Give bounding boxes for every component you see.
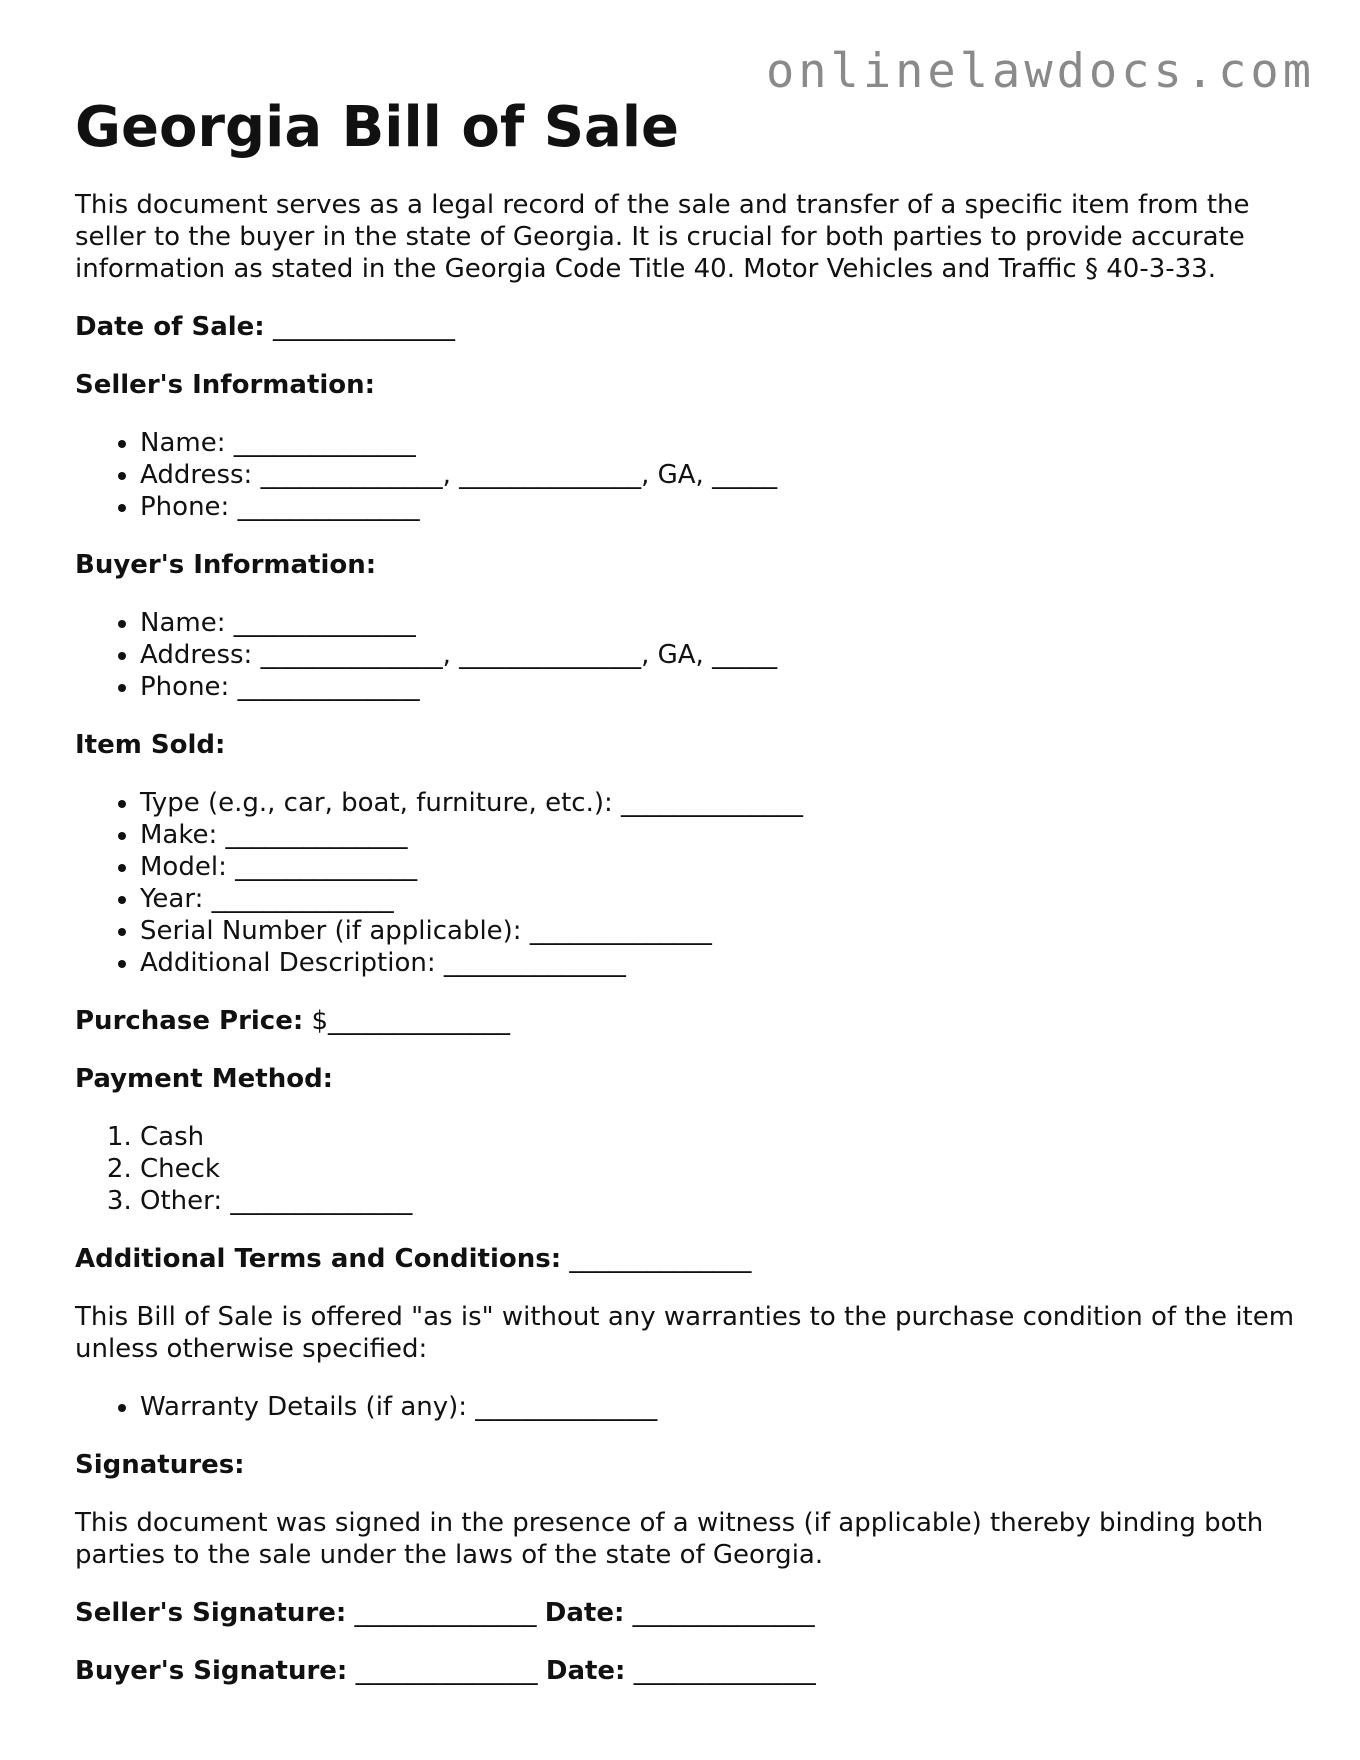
as-is-paragraph: This Bill of Sale is offered "as is" without any warranties to the purchase condition of the item unless otherwise specified:	[75, 1302, 1295, 1364]
purchase-price-label: Purchase Price:	[75, 1006, 304, 1036]
purchase-price-blank[interactable]: $______________	[311, 1006, 511, 1036]
buyer-info-heading: Buyer's Information:	[75, 550, 377, 580]
buyer-phone-item[interactable]: • Phone: ______________	[140, 671, 1295, 703]
item-type-item[interactable]: • Type (e.g., car, boat, furniture, etc.): ______________	[140, 787, 1295, 819]
item-sold-heading: Item Sold:	[75, 730, 226, 760]
seller-info-heading: Seller's Information:	[75, 370, 376, 400]
document-page	[75, 95, 1295, 1687]
item-year-item[interactable]: • Year: ______________	[140, 883, 1295, 915]
payment-option-check[interactable]: 2. Check	[140, 1153, 1295, 1185]
seller-name-item[interactable]: • Name: ______________	[140, 427, 1295, 459]
seller-phone-item[interactable]: • Phone: ______________	[140, 491, 1295, 523]
additional-terms-line	[75, 1243, 1295, 1275]
payment-option-other[interactable]: 3. Other: ______________	[140, 1185, 1295, 1217]
date-of-sale-line	[75, 311, 1295, 343]
seller-signature-label: Seller's Signature:	[75, 1598, 347, 1628]
signatures-heading: Signatures:	[75, 1450, 245, 1480]
seller-info-list	[75, 427, 1295, 523]
seller-signature-blank[interactable]: ______________	[354, 1598, 537, 1628]
seller-date-blank[interactable]: ______________	[632, 1598, 815, 1628]
seller-address-item[interactable]: • Address: ______________, ______________, GA, _____	[140, 459, 1295, 491]
intro-paragraph: This document serves as a legal record of the sale and transfer of a specific item from the seller to the buyer in the state of Georgia. It is crucial for both parties to provide accurate information as stated in the Georgia Code Title 40. Motor Vehicles and Traffic § 40-3-33.	[75, 190, 1250, 284]
purchase-price-line	[75, 1005, 1295, 1037]
buyer-info-list	[75, 607, 1295, 703]
buyer-signature-blank[interactable]: ______________	[355, 1656, 538, 1686]
additional-terms-blank[interactable]: ______________	[569, 1244, 752, 1274]
page-title: Georgia Bill of Sale	[75, 95, 679, 160]
date-of-sale-label: Date of Sale:	[75, 312, 265, 342]
date-of-sale-blank[interactable]: ______________	[272, 312, 455, 342]
warranty-details-item[interactable]: • Warranty Details (if any): ______________	[140, 1391, 1295, 1423]
buyer-date-label: Date:	[545, 1656, 626, 1686]
seller-signature-line	[75, 1597, 1295, 1629]
payment-option-cash[interactable]: 1. Cash	[140, 1121, 1295, 1153]
signatures-paragraph: This document was signed in the presence of a witness (if applicable) thereby binding both parties to the sale under the laws of the state of Georgia.	[75, 1508, 1264, 1570]
payment-method-heading: Payment Method:	[75, 1064, 334, 1094]
buyer-signature-label: Buyer's Signature:	[75, 1656, 348, 1686]
buyer-date-blank[interactable]: ______________	[633, 1656, 816, 1686]
seller-date-label: Date:	[544, 1598, 625, 1628]
buyer-name-item[interactable]: • Name: ______________	[140, 607, 1295, 639]
item-serial-item[interactable]: • Serial Number (if applicable): ______________	[140, 915, 1295, 947]
item-description-item[interactable]: • Additional Description: ______________	[140, 947, 1295, 979]
buyer-address-item[interactable]: • Address: ______________, ______________, GA, _____	[140, 639, 1295, 671]
item-model-item[interactable]: • Model: ______________	[140, 851, 1295, 883]
watermark: onlinelawdocs.com	[765, 44, 1315, 99]
buyer-signature-line	[75, 1655, 1295, 1687]
item-make-item[interactable]: • Make: ______________	[140, 819, 1295, 851]
payment-method-list	[75, 1121, 1295, 1217]
item-sold-list	[75, 787, 1295, 979]
warranty-list	[75, 1391, 1295, 1423]
additional-terms-label: Additional Terms and Conditions:	[75, 1244, 562, 1274]
